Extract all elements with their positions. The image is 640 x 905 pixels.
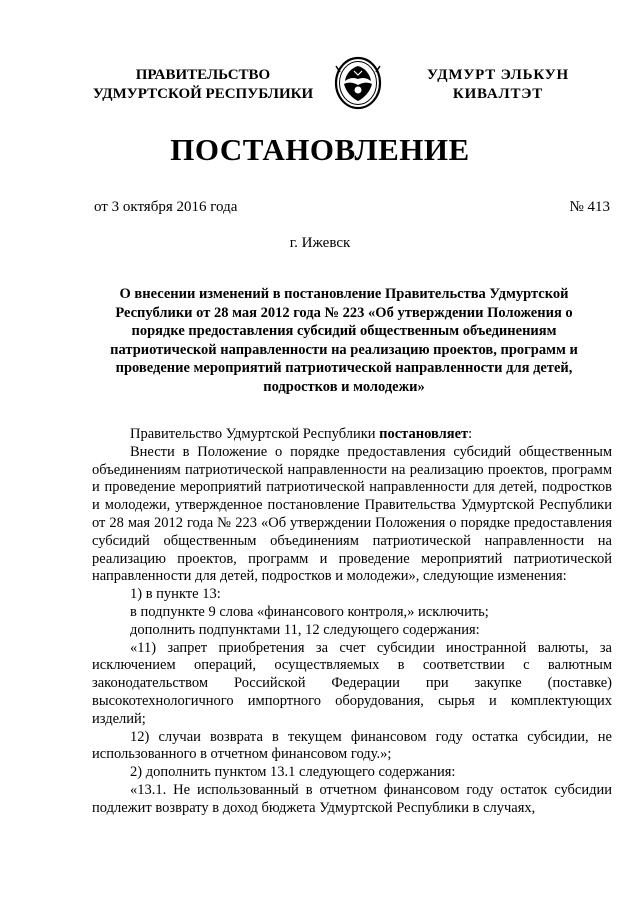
government-name-russian — [78, 66, 328, 104]
decree-verb: постановляет — [379, 426, 469, 442]
document-city: г. Ижевск — [289, 235, 351, 251]
body-paragraph: 12) случаи возврата в текущем финансовом году остатка субсидии, не использованного в отчетном финансовом году.»; — [92, 728, 612, 763]
body-paragraph: Внести в Положение о порядке предоставления субсидий общественным объединениям патриотической направленности на реализацию проектов, программ и проведение мероприятий патриотической направленности для детей, подростков и молодежи, утвержденное постановление Правительства Удмуртской Республики от 28 мая 2012 года № 223 «Об утверждении Положения о порядке предоставления субсидий общественным объединениям патриотической направленности на реализацию проектов, программ и проведение мероприятий патриотической направленности для детей, подростков и молодежи», следующие изменения: — [92, 443, 612, 585]
document-date: от 3 октября 2016 года — [94, 199, 238, 215]
body-paragraph: дополнить подпунктами 11, 12 следующего содержания: — [130, 621, 480, 638]
document-number: № 413 — [569, 199, 610, 215]
body-paragraph: 1) в пункте 13: — [130, 586, 221, 603]
government-name-udmurt-line2: КИВАЛТЭТ — [452, 86, 544, 102]
government-name-line1: ПРАВИТЕЛЬСТВО — [135, 67, 271, 83]
body-paragraph-decree — [92, 426, 612, 444]
body-paragraph: «11) запрет приобретения за счет субсидии иностранной валюты, за исключением операций, осуществляемых в соответствии с валютным законодательством Российской Федерации при закупке (поставке) высокотехнологичного импортного оборудования, сырья и комплектующих изделий; — [92, 639, 612, 727]
body-paragraph: «13.1. Не использованный в отчетном финансовом году остаток субсидии подлежит возврату в доход бюджета Удмуртской Республики в случаях, — [92, 781, 612, 816]
government-name-udmurt — [398, 66, 598, 104]
decree-suffix: : — [468, 426, 473, 442]
body-paragraph: в подпункте 9 слова «финансового контроля,» исключить; — [130, 603, 489, 620]
document-subject-title: О внесении изменений в постановление Правительства Удмуртской Республики от 28 мая 2012 года № 223 «Об утверждении Положения о порядке предоставления субсидий общественным объединениям патриотической направленности на реализацию проектов, программ и проведение мероприятий патриотической направленности для детей, подростков и молодежи» — [110, 286, 578, 395]
document-type-title: ПОСТАНОВЛЕНИЕ — [170, 132, 470, 167]
document-body — [92, 426, 612, 818]
government-name-udmurt-line1: УДМУРТ ЭЛЬКУН — [426, 67, 570, 83]
decree-prefix: Правительство Удмуртской Республики — [130, 426, 380, 442]
coat-of-arms-icon — [330, 54, 386, 110]
body-paragraph: 2) дополнить пунктом 13.1 следующего содержания: — [130, 764, 456, 781]
government-name-line2: УДМУРТСКОЙ РЕСПУБЛИКИ — [92, 86, 314, 102]
